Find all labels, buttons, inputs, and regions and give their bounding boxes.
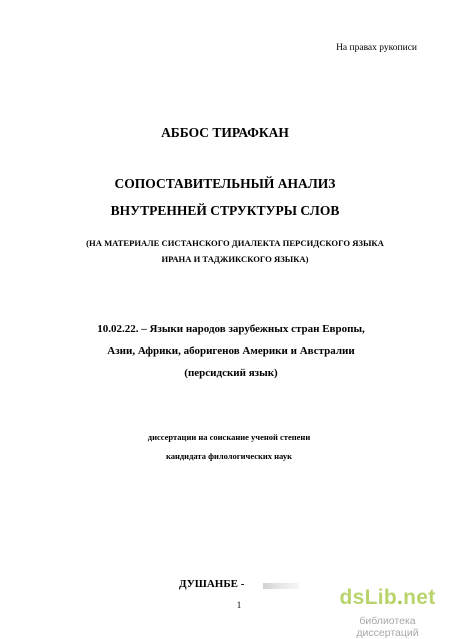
- title-line-2: ВНУТРЕННЕЙ СТРУКТУРЫ СЛОВ: [110, 203, 340, 218]
- subtitle-line-2: ИРАНА И ТАДЖИКСКОГО ЯЗЫКА): [161, 254, 309, 264]
- faded-year-mark: [263, 583, 299, 589]
- subtitle-line-1: (НА МАТЕРИАЛЕ СИСТАНСКОГО ДИАЛЕКТА ПЕРСИДСКОГО ЯЗЫКА: [86, 238, 384, 248]
- city-year: ДУШАНБЕ -: [179, 578, 245, 590]
- author-name: АББОС ТИРАФКАН: [161, 125, 289, 140]
- dslib-logo: [331, 586, 444, 610]
- manuscript-note: На правах рукописи: [336, 43, 417, 53]
- dslib-logo-main: dsLib: [339, 586, 397, 609]
- degree-line-2: кандидата филологических наук: [165, 451, 293, 461]
- specialty-line-1: 10.02.22. – Языки народов зарубежных стран Европы,: [97, 323, 365, 335]
- dslib-watermark-text: библиотека диссертаций: [356, 615, 419, 639]
- page-number: 1: [236, 600, 242, 610]
- dslib-watermark: [331, 586, 444, 639]
- specialty-line-3: (персидский язык): [184, 367, 278, 379]
- specialty-line-2: Азии, Африки, аборигенов Америки и Австралии: [107, 345, 355, 357]
- dslib-logo-tld: net: [403, 586, 436, 609]
- degree-line-1: диссертации на соискание ученой степени: [147, 432, 311, 442]
- title-line-1: СОПОСТАВИТЕЛЬНЫЙ АНАЛИЗ: [114, 176, 336, 191]
- dslib-logo-dot: .: [396, 586, 404, 609]
